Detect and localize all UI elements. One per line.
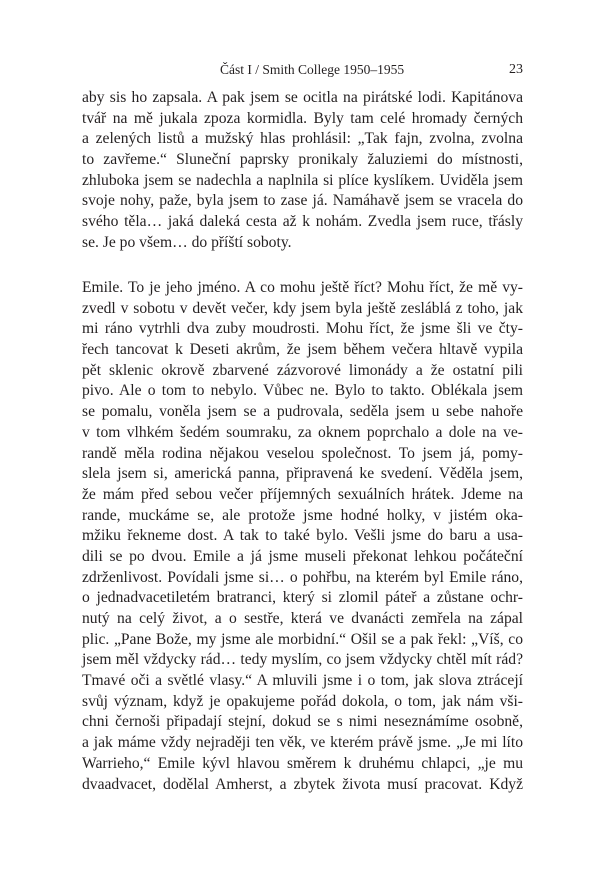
- text-line: pivo. Ale o tom to nebylo. Vůbec ne. Bylo to takto. Oblékala jsem: [82, 382, 523, 400]
- text-line: chni černoši připadají stejní, dokud se s nimi neseznámíme osobně,: [82, 713, 523, 731]
- text-line: svůj význam, když je opakujeme pořád dokola, o tom, jak nám vši-: [82, 692, 523, 710]
- text-line: že mám před sebou večer příjemných sexuálních hrátek. Jdeme na: [82, 485, 523, 503]
- text-line: řech tancovat k Deseti akrům, že jsem během večera hltavě vypila: [82, 341, 523, 359]
- text-line: dvaadvacet, dodělal Amherst, a zbytek života musí pracovat. Když: [82, 775, 523, 793]
- text-line: zvedl v sobotu v devět večer, kdy jsem byla ještě zesláblá z toho, jak: [82, 299, 523, 317]
- page-number: 23: [509, 62, 523, 77]
- paragraph-1: [82, 88, 523, 254]
- running-header: [82, 60, 523, 80]
- text-line: plic. „Pane Bože, my jsme ale morbidní.“ Ošil se a pak řekl: „Víš, co: [82, 630, 523, 648]
- text-line: mžiku řekneme dost. A tak to také bylo. Vešli jsme do baru a usa-: [82, 527, 523, 545]
- text-line: nutý na celý život, a o sestře, která ve dvanácti zemřela na zápal: [82, 610, 523, 627]
- text-line: slela jsem si, americká panna, připravená ke svedení. Věděla jsem,: [82, 465, 523, 483]
- text-line: rande, muckáme se, ale protože jsme hodné holky, v jistém oka-: [82, 506, 523, 524]
- text-line: svého těla… jaká daleká cesta až k nohám. Zvedla jsem ruce, třásly: [82, 213, 523, 231]
- text-line: se. Je po všem… do příští soboty.: [82, 233, 292, 251]
- text-line: o jednadvacetiletém bratranci, který si zlomil páteř a zůstane ochr-: [82, 589, 523, 607]
- text-line: a jak máme vždy nejraději ten věk, ve kterém právě jsme. „Je mi líto: [82, 734, 523, 752]
- text-line: tvář na mě jukala zpoza kormidla. Byly tam celé hromady černých: [82, 109, 523, 127]
- text-line: aby sis ho zapsala. A pak jsem se ocitla na pirátské lodi. Kapitánova: [82, 89, 523, 106]
- text-line: a zelených listů a mužský hlas prohlásil: „Tak fajn, zvolna, zvolna: [82, 130, 523, 148]
- text-line: pět sklenic okrově zbarvené zázvorové limonády a že ostatní pili: [82, 361, 523, 379]
- text-line: jsem měl vždycky rád… tedy myslím, co jsem vždycky chtěl mít rád?: [82, 651, 523, 669]
- text-line: se pomalu, voněla jsem se a pudrovala, seděla jsem u sebe nahoře: [82, 403, 523, 421]
- text-line: v tom vlhkém šedém soumraku, za oknem poprchalo a dole na ve-: [82, 423, 523, 441]
- text-line: Warrieho,“ Emile kývl hlavou směrem k druhému chlapci, „je mu: [82, 754, 523, 772]
- text-line: mi ráno vytrhli dva zuby moudrosti. Mohu říct, že jsme šli ve čty-: [82, 320, 523, 338]
- text-line: Emile. To je jeho jméno. A co mohu ještě říct? Mohu říct, že mě vy-: [82, 279, 523, 296]
- text-line: svoje nohy, paže, byla jsem to zase já. Namáhavě jsem se vracela do: [82, 192, 523, 210]
- text-line: zhluboka jsem se nadechla a naplnila si plíce kyslíkem. Uviděla jsem: [82, 171, 523, 189]
- text-line: zdrženlivost. Povídali jsme si… o pohřbu, na kterém byl Emile ráno,: [82, 568, 523, 586]
- paragraph-2: [82, 278, 523, 795]
- text-line: randě měla rodina nějakou veselou společnost. To jsem já, pomy-: [82, 444, 523, 462]
- text-line: Tmavé oči a světlé vlasy.“ A mluvili jsme i o tom, jak slova ztrácejí: [82, 672, 523, 690]
- text-line: to zavřeme.“ Sluneční paprsky pronikaly žaluziemi do místnosti,: [82, 151, 523, 169]
- text-line: dili se po dvou. Emile a já jsme museli překonat lehkou počáteční: [82, 547, 523, 565]
- running-title: Část I / Smith College 1950–1955: [220, 62, 405, 77]
